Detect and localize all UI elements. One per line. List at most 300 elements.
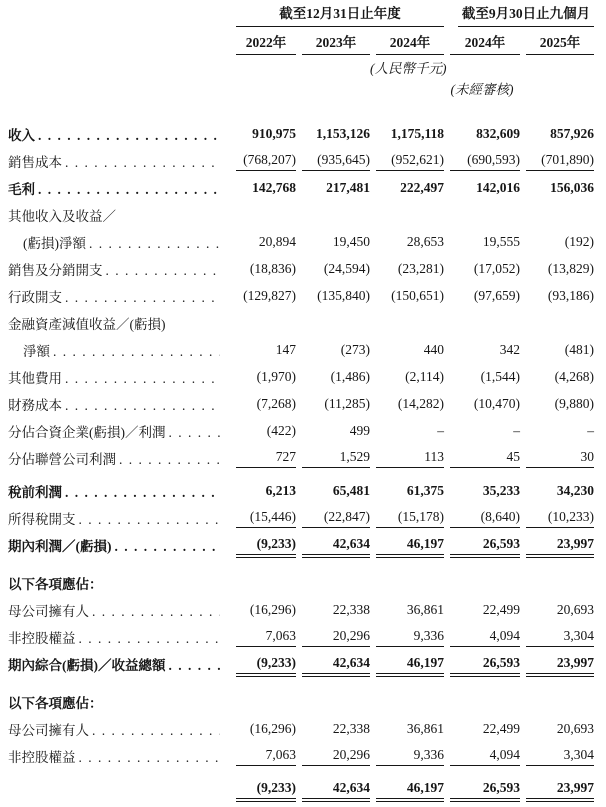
period-group-interim	[444, 6, 594, 27]
value-cell	[444, 593, 520, 620]
value-cell	[296, 387, 370, 414]
row-label: 分佔合資企業(虧損)／利潤	[8, 425, 166, 440]
value: (2,114)	[405, 369, 444, 384]
row-label: 期內利潤／(虧損)	[8, 539, 112, 554]
value-cell	[370, 468, 444, 501]
value-cell	[296, 252, 370, 279]
value: 4,094	[450, 628, 520, 647]
value-cell	[230, 712, 296, 739]
year-2025-interim-label: 2025年	[526, 27, 594, 55]
year-2024-label: 2024年	[376, 27, 444, 55]
dot-leader	[119, 452, 220, 468]
row-label-cell	[8, 225, 230, 252]
value-cell	[296, 97, 370, 144]
value: 9,336	[376, 628, 444, 647]
value: 20,296	[302, 628, 370, 647]
value-cell	[520, 360, 594, 387]
value-cell	[370, 97, 444, 144]
value-cell	[520, 414, 594, 441]
value-cell	[370, 225, 444, 252]
value: 1,153,126	[316, 126, 370, 141]
value-cell	[296, 414, 370, 441]
row-label-cell	[8, 441, 230, 468]
value: (481)	[564, 342, 594, 357]
row-label-cell	[8, 528, 230, 555]
value: 28,653	[406, 234, 444, 249]
value-cell	[230, 252, 296, 279]
value: 499	[349, 423, 370, 438]
row-label-cell	[8, 712, 230, 739]
row-label-cell	[8, 739, 230, 766]
value-cell	[520, 674, 594, 712]
value: –	[513, 423, 520, 438]
value-cell	[230, 387, 296, 414]
value-cell	[520, 468, 594, 501]
value-cell	[296, 441, 370, 468]
value-cell	[444, 414, 520, 441]
value: 45	[450, 449, 520, 468]
table-row	[8, 252, 594, 279]
value: (129,827)	[243, 288, 296, 303]
value: 19,450	[332, 234, 370, 249]
value: 22,338	[332, 721, 370, 736]
value: (10,470)	[473, 396, 520, 411]
value-cell	[370, 306, 444, 333]
dot-leader	[65, 371, 220, 387]
value-cell	[444, 306, 520, 333]
value: (9,880)	[554, 396, 594, 411]
value: (7,268)	[256, 396, 296, 411]
value-cell	[520, 387, 594, 414]
value-cell	[370, 674, 444, 712]
value: (9,233)	[236, 536, 296, 555]
value: (9,233)	[236, 655, 296, 674]
value-cell	[444, 387, 520, 414]
value: (9,233)	[236, 780, 296, 799]
value-cell	[370, 620, 444, 647]
row-label: 行政開支	[8, 290, 62, 305]
value: 1,529	[302, 449, 370, 468]
value-cell	[230, 620, 296, 647]
value-cell	[444, 252, 520, 279]
value-cell	[520, 739, 594, 766]
value: (935,645)	[302, 152, 370, 171]
table-row	[8, 225, 594, 252]
value-cell	[230, 501, 296, 528]
value: (17,052)	[473, 261, 520, 276]
value-cell	[230, 306, 296, 333]
value-cell	[296, 468, 370, 501]
value: 22,499	[482, 721, 520, 736]
row-label: 其他收入及收益／	[8, 209, 116, 224]
value: (93,186)	[547, 288, 594, 303]
table-row	[8, 144, 594, 171]
value-cell	[370, 414, 444, 441]
value: (97,659)	[473, 288, 520, 303]
value: 23,997	[526, 536, 594, 555]
table-row	[8, 360, 594, 387]
value: (273)	[340, 342, 370, 357]
value-cell	[296, 225, 370, 252]
value-cell	[370, 593, 444, 620]
value: 6,213	[265, 483, 296, 498]
value: 142,768	[252, 180, 296, 195]
year-2022-label: 2022年	[236, 27, 296, 55]
value-cell	[230, 279, 296, 306]
value: (8,640)	[450, 509, 520, 528]
table-row	[8, 441, 594, 468]
value-cell	[230, 468, 296, 501]
row-label: (虧損)淨額	[23, 236, 86, 251]
value-cell	[370, 555, 444, 593]
value-cell	[520, 441, 594, 468]
dot-leader	[79, 631, 221, 647]
value-cell	[370, 501, 444, 528]
row-label: 以下各項應佔：	[8, 577, 103, 592]
value: 147	[275, 342, 296, 357]
dot-leader	[92, 604, 220, 620]
value: 20,894	[258, 234, 296, 249]
dot-leader	[65, 398, 220, 414]
header-spacer	[8, 6, 230, 27]
value-cell	[444, 620, 520, 647]
value: (4,268)	[554, 369, 594, 384]
year-header	[370, 27, 444, 55]
dot-leader	[89, 236, 220, 252]
row-label-cell	[8, 198, 230, 225]
value-cell	[296, 555, 370, 593]
value-cell	[230, 97, 296, 144]
income-statement-table	[8, 6, 594, 799]
value-cell	[230, 198, 296, 225]
row-label: 非控股權益	[8, 750, 76, 765]
value-cell	[520, 198, 594, 225]
value: 42,634	[302, 655, 370, 674]
row-label: 分佔聯營公司利潤	[8, 452, 116, 467]
table-row	[8, 171, 594, 198]
value-cell	[520, 501, 594, 528]
value-cell	[520, 593, 594, 620]
value-cell	[444, 468, 520, 501]
row-label: 金融資產減值收益／(虧損)	[8, 317, 166, 332]
value-cell	[444, 198, 520, 225]
value-cell	[444, 225, 520, 252]
value: 46,197	[376, 655, 444, 674]
value-cell	[444, 528, 520, 555]
value: (15,178)	[376, 509, 444, 528]
value: 26,593	[450, 655, 520, 674]
table-row	[8, 712, 594, 739]
value: (10,233)	[526, 509, 594, 528]
value: 26,593	[450, 780, 520, 799]
value-cell	[444, 647, 520, 674]
table-row	[8, 766, 594, 799]
value: (24,594)	[323, 261, 370, 276]
row-label-cell	[8, 387, 230, 414]
value: 22,499	[482, 602, 520, 617]
value: 857,926	[550, 126, 594, 141]
value: 156,036	[550, 180, 594, 195]
value: (952,621)	[376, 152, 444, 171]
value-cell	[296, 144, 370, 171]
value: 3,304	[526, 628, 594, 647]
value-cell	[296, 593, 370, 620]
value: 3,304	[526, 747, 594, 766]
value-cell	[296, 739, 370, 766]
row-label-cell	[8, 333, 230, 360]
row-label-cell	[8, 171, 230, 198]
value-cell	[444, 441, 520, 468]
value: 42,634	[302, 536, 370, 555]
value-cell	[520, 647, 594, 674]
value: 113	[376, 449, 444, 468]
row-label-cell	[8, 252, 230, 279]
value-cell	[230, 593, 296, 620]
value-cell	[520, 144, 594, 171]
table-row	[8, 279, 594, 306]
dot-leader	[65, 155, 220, 171]
row-label: 財務成本	[8, 398, 62, 413]
value-cell	[296, 198, 370, 225]
value: (16,296)	[249, 721, 296, 736]
value-cell	[520, 279, 594, 306]
row-label: 毛利	[8, 182, 35, 197]
unaudited-note: (未經審核)	[450, 82, 514, 97]
value-cell	[230, 360, 296, 387]
table-row	[8, 97, 594, 144]
value-cell	[296, 360, 370, 387]
value-cell	[230, 225, 296, 252]
value-cell	[230, 647, 296, 674]
dot-leader	[169, 425, 221, 441]
value-cell	[370, 279, 444, 306]
value: 20,693	[556, 602, 594, 617]
value-cell	[444, 97, 520, 144]
table-row	[8, 674, 594, 712]
table-row	[8, 593, 594, 620]
value-cell	[444, 766, 520, 799]
row-label: 母公司擁有人	[8, 604, 89, 619]
dot-leader	[106, 263, 221, 279]
value-cell	[230, 555, 296, 593]
value: 20,693	[556, 721, 594, 736]
row-label: 銷售成本	[8, 155, 62, 170]
value-cell	[444, 739, 520, 766]
value: 34,230	[556, 483, 594, 498]
value-cell	[370, 360, 444, 387]
value-cell	[520, 252, 594, 279]
value: 910,975	[252, 126, 296, 141]
value-cell	[444, 144, 520, 171]
value: (135,840)	[317, 288, 370, 303]
value: 7,063	[236, 747, 296, 766]
period-group-annual	[230, 6, 444, 27]
value-cell	[296, 620, 370, 647]
currency-note: (人民幣千元)	[370, 61, 447, 76]
value-cell	[230, 333, 296, 360]
value: –	[587, 423, 594, 438]
value: (23,281)	[397, 261, 444, 276]
currency-note-row	[8, 55, 594, 76]
value-cell	[444, 360, 520, 387]
row-label-cell	[8, 674, 230, 712]
row-label-cell	[8, 306, 230, 333]
value: (1,970)	[256, 369, 296, 384]
row-label: 稅前利潤	[8, 485, 62, 500]
value: 832,609	[476, 126, 520, 141]
value-cell	[444, 674, 520, 712]
value-cell	[444, 712, 520, 739]
value-cell	[444, 501, 520, 528]
value-cell	[296, 674, 370, 712]
year-header	[230, 27, 296, 55]
value-cell	[520, 528, 594, 555]
value: 23,997	[526, 655, 594, 674]
value-cell	[230, 171, 296, 198]
row-label-cell	[8, 144, 230, 171]
unaudited-note-row	[8, 76, 594, 97]
value: (1,486)	[330, 369, 370, 384]
value-cell	[520, 333, 594, 360]
row-label-cell	[8, 766, 230, 799]
row-label: 所得稅開支	[8, 512, 76, 527]
table-row	[8, 468, 594, 501]
value-cell	[370, 144, 444, 171]
year-header	[520, 27, 594, 55]
value-cell	[296, 306, 370, 333]
value-cell	[520, 97, 594, 144]
value-cell	[230, 739, 296, 766]
value: 4,094	[450, 747, 520, 766]
row-label-cell	[8, 620, 230, 647]
table-row	[8, 306, 594, 333]
row-label-cell	[8, 501, 230, 528]
dot-leader	[115, 539, 221, 555]
dot-leader	[38, 128, 220, 144]
row-label-cell	[8, 647, 230, 674]
value: 142,016	[476, 180, 520, 195]
table-row	[8, 387, 594, 414]
value: (150,651)	[391, 288, 444, 303]
period-group-annual-label: 截至12月31日止年度	[236, 6, 444, 27]
value: 35,233	[482, 483, 520, 498]
value: (1,544)	[480, 369, 520, 384]
value-cell	[230, 674, 296, 712]
value-cell	[370, 739, 444, 766]
value-cell	[230, 144, 296, 171]
value-cell	[296, 712, 370, 739]
dot-leader	[79, 512, 221, 528]
value: 26,593	[450, 536, 520, 555]
value-cell	[230, 441, 296, 468]
value-cell	[230, 414, 296, 441]
row-label-cell	[8, 279, 230, 306]
value: 46,197	[376, 780, 444, 799]
value-cell	[444, 171, 520, 198]
row-label: 母公司擁有人	[8, 723, 89, 738]
dot-leader	[169, 658, 221, 674]
value-cell	[230, 528, 296, 555]
value-cell	[444, 555, 520, 593]
value: (422)	[266, 423, 296, 438]
value: (768,207)	[236, 152, 296, 171]
value: 46,197	[376, 536, 444, 555]
row-label: 其他費用	[8, 371, 62, 386]
value-cell	[520, 712, 594, 739]
value: 19,555	[482, 234, 520, 249]
value: 727	[236, 449, 296, 468]
year-header	[444, 27, 520, 55]
period-group-row	[8, 6, 594, 27]
value-cell	[444, 279, 520, 306]
value: (15,446)	[236, 509, 296, 528]
value-cell	[296, 333, 370, 360]
table-row	[8, 501, 594, 528]
value-cell	[370, 647, 444, 674]
table-row	[8, 414, 594, 441]
dot-leader	[79, 750, 221, 766]
value-cell	[520, 225, 594, 252]
value: 20,296	[302, 747, 370, 766]
value-cell	[296, 501, 370, 528]
value: (14,282)	[397, 396, 444, 411]
value: 342	[499, 342, 520, 357]
value-cell	[370, 528, 444, 555]
value-cell	[520, 306, 594, 333]
value-cell	[370, 333, 444, 360]
value: 36,861	[406, 721, 444, 736]
value: 1,175,118	[390, 126, 444, 141]
value: (690,593)	[450, 152, 520, 171]
value: 22,338	[332, 602, 370, 617]
value-cell	[370, 387, 444, 414]
dot-leader	[38, 182, 220, 198]
value-cell	[370, 171, 444, 198]
value-cell	[520, 620, 594, 647]
table-row	[8, 555, 594, 593]
value: (18,836)	[249, 261, 296, 276]
table-row	[8, 620, 594, 647]
year-header-row	[8, 27, 594, 55]
value: 440	[423, 342, 444, 357]
value-cell	[296, 279, 370, 306]
dot-leader	[65, 290, 220, 306]
value-cell	[370, 198, 444, 225]
dot-leader	[92, 723, 220, 739]
value: 7,063	[236, 628, 296, 647]
header-spacer	[8, 27, 230, 55]
value-cell	[444, 333, 520, 360]
value: 9,336	[376, 747, 444, 766]
table-row	[8, 198, 594, 225]
value: 23,997	[526, 780, 594, 799]
row-label-cell	[8, 468, 230, 501]
value: (22,847)	[302, 509, 370, 528]
row-label: 銷售及分銷開支	[8, 263, 103, 278]
value-cell	[230, 766, 296, 799]
value-cell	[296, 766, 370, 799]
dot-leader	[53, 344, 220, 360]
period-group-interim-label: 截至9月30日止九個月	[458, 6, 594, 27]
row-label-cell	[8, 555, 230, 593]
row-label: 以下各項應佔：	[8, 696, 103, 711]
value: 217,481	[326, 180, 370, 195]
table-header	[8, 6, 594, 97]
value: 42,634	[302, 780, 370, 799]
value-cell	[370, 766, 444, 799]
table-row	[8, 333, 594, 360]
value-cell	[520, 171, 594, 198]
